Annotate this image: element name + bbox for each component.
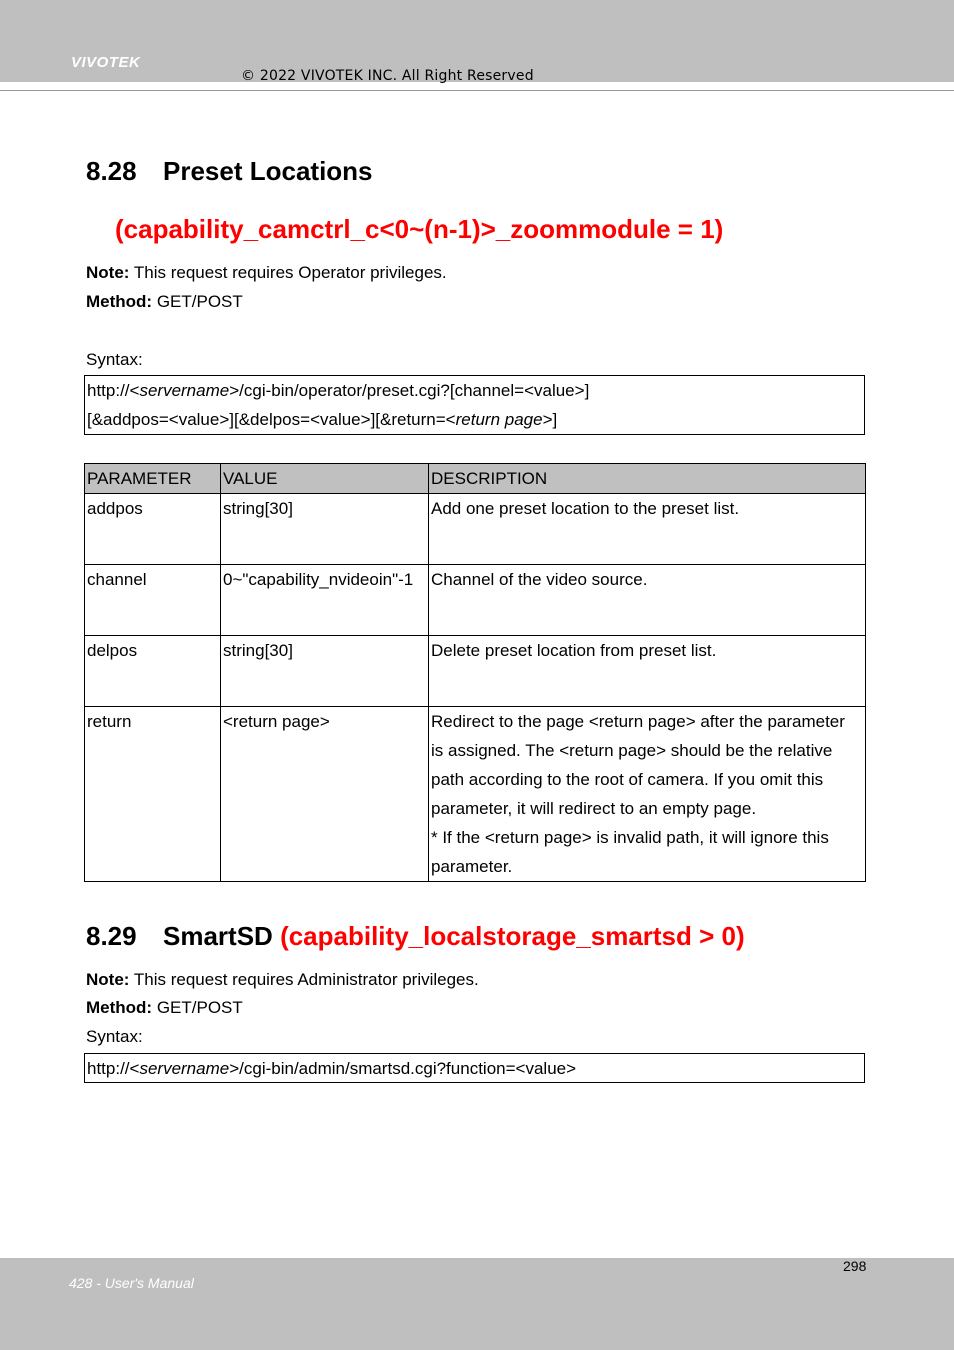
syntax-box — [84, 1053, 865, 1083]
section-number: 8.28 — [86, 156, 137, 186]
section-heading-smartsd — [86, 921, 745, 952]
page-number: 298 — [843, 1258, 867, 1274]
parameter-table — [84, 463, 866, 882]
header-value: VALUE — [221, 464, 429, 494]
cell-param: addpos — [85, 494, 221, 565]
method-label: Method: — [86, 998, 153, 1017]
page-footer — [0, 1258, 954, 1350]
brand-logo-text: VIVOTEK — [71, 54, 141, 71]
section-heading-preset-locations — [86, 156, 373, 187]
cell-description: Channel of the video source. — [429, 565, 866, 636]
cell-param: delpos — [85, 636, 221, 707]
syntax-line-2: [&addpos=<value>][&delpos=<value>][&return=<return page>] — [87, 410, 558, 429]
cell-description: Add one preset location to the preset list. — [429, 494, 866, 565]
table-header-row — [85, 464, 866, 494]
cell-value: 0~"capability_nvideoin"-1 — [221, 565, 429, 636]
note-line — [86, 970, 479, 990]
table-row — [85, 494, 866, 565]
note-line — [86, 263, 447, 283]
cell-description: Redirect to the page <return page> after the parameter is assigned. The <return page> should be the relative path according to the root of camera. If you omit this parameter, it will redirect to an empty page. * If the <return page> is invalid path, it will ignore this parameter. — [429, 707, 866, 882]
cell-value: string[30] — [221, 636, 429, 707]
section-title: SmartSD — [163, 921, 273, 951]
section-title: Preset Locations — [163, 156, 373, 186]
method-text: GET/POST — [152, 292, 243, 311]
syntax-label: Syntax: — [86, 350, 143, 369]
capability-condition: (capability_camctrl_c<0~(n-1)>_zoommodule = 1) — [115, 214, 724, 244]
cell-param: channel — [85, 565, 221, 636]
syntax-line-1: http://<servername>/cgi-bin/operator/preset.cgi?[channel=<value>] — [87, 381, 590, 400]
syntax-label: Syntax: — [86, 1027, 143, 1046]
method-line — [86, 292, 243, 312]
method-label: Method: — [86, 292, 153, 311]
note-label: Note: — [86, 970, 130, 989]
section-number: 8.29 — [86, 921, 137, 951]
cell-description: Delete preset location from preset list. — [429, 636, 866, 707]
method-line — [86, 998, 243, 1018]
syntax-line-1: http://<servername>/cgi-bin/admin/smartsd.cgi?function=<value> — [87, 1059, 577, 1078]
table-row — [85, 565, 866, 636]
note-text: This request requires Administrator privileges. — [129, 970, 479, 989]
syntax-box — [84, 375, 865, 435]
header-description: DESCRIPTION — [429, 464, 866, 494]
note-text: This request requires Operator privileges. — [129, 263, 447, 282]
table-row — [85, 636, 866, 707]
table-row — [85, 707, 866, 882]
cell-value: <return page> — [221, 707, 429, 882]
cell-value: string[30] — [221, 494, 429, 565]
note-label: Note: — [86, 263, 130, 282]
capability-condition: (capability_localstorage_smartsd > 0) — [280, 921, 745, 951]
method-text: GET/POST — [152, 998, 243, 1017]
manual-page-label: 428 - User's Manual — [69, 1275, 194, 1291]
copyright-notice: © 2022 VIVOTEK INC. All Right Reserved — [241, 68, 534, 84]
cell-param: return — [85, 707, 221, 882]
header-divider — [0, 90, 954, 91]
header-parameter: PARAMETER — [85, 464, 221, 494]
